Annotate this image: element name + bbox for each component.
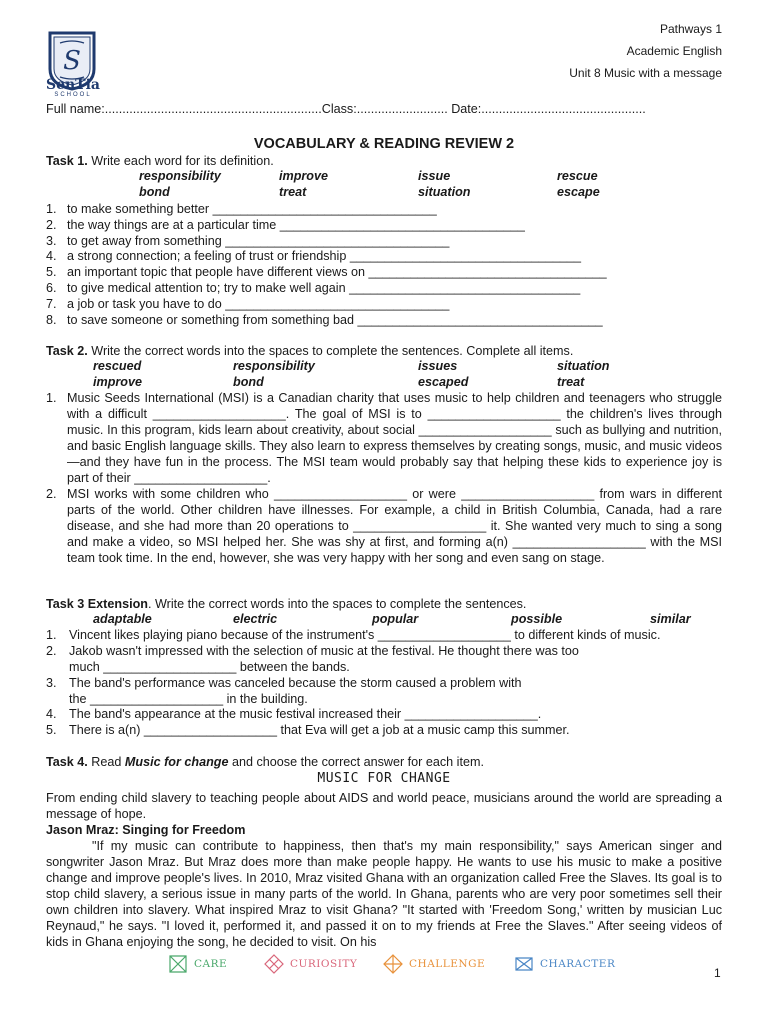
character-icon [512,952,536,976]
task1-item: 3. to get away from something ________________________________ [46,234,450,248]
task4-heading: Task 4. Read Music for change and choose the correct answer for each item. [46,755,484,769]
task1-item: 4. a strong connection; a feeling of trust or friendship _________________________________ [46,249,581,263]
footer-value-character: CHARACTER [512,951,615,977]
story-intro: From ending child slavery to teaching people about AIDS and world peace, musicians around the world are spreading a message of hope. [46,791,722,821]
task3-item: 4. The band's appearance at the music festival increased their ___________________. [46,707,542,721]
task1-item: 1. to make something better ________________________________ [46,202,437,216]
svg-text:S: S [63,46,81,76]
task1-instruction: Write each word for its definition. [87,154,274,168]
task4-label: Task 4. [46,755,88,769]
task3-item: 5. There is a(n) ___________________ that Eva will get a job at a music camp this summer. [46,723,570,737]
task2-list [46,390,722,566]
task1-word: escape [557,185,600,199]
task1-word: bond [139,185,170,199]
task3-item: 1. Vincent likes playing piano because of the instrument's ___________________ to different kinds of music. [46,628,661,642]
challenge-icon [381,952,405,976]
task2-label: Task 2. [46,344,88,358]
task1-item: 5. an important topic that people have different views on __________________________________ [46,265,607,279]
task2-word: bond [233,375,264,389]
task2-heading [46,343,722,359]
task1-word: situation [418,185,471,199]
school-name: SenTia [45,77,100,93]
task2-word: treat [557,375,585,389]
task3-word: electric [233,612,278,626]
task1-word: responsibility [139,169,221,183]
task2-item: 2. MSI works with some children who ___________________ or were ___________________ from wars in different parts of the world. Other children have illnesses. For example, a child in British Columbia, Canada, had a rare disease, and she had more than 20 operations to ___________________ it. She wanted very much to sing a song and make a video, so MSI helped her. She was shy at first, and forming a(n) ___________________ with the MSI team took time. In the end, however, she was very happy with her song and even sang on stage. [46,487,722,565]
task3-instruction: . Write the correct words into the spaces to complete the sentences. [147,597,527,611]
unit-name: Unit 8 Music with a message [569,66,722,80]
task1-item: 7. a job or task you have to do ________________________________ [46,297,450,311]
footer-value-care: CARE [166,951,227,977]
subject-name: Academic English [626,44,722,58]
page-number: 1 [714,966,721,980]
story-body: "If my music can contribute to happiness, then that's my main responsibility," says American singer and songwriter Jason Mraz. But Mraz does more than make people happy. He wants to use his music to make a positive change and improve people's lives. In 2010, Mraz visited Ghana with an organization called Free the Slaves. Its goal is to stop child slavery, a serious issue in many parts of the world. In Ghana, parents who are very poor sometimes sell their own children into slavery. What inspired Mraz to visit Ghana? "It started with 'Freedom Song,' written by musician Luc Reynaud," he says. "I loved it, performed it, and passed it on to my friends at Free the Slaves." After seeing videos of kids in Ghana enjoying the song, he decided to visit. On his [46,839,722,949]
task1-word: rescue [557,169,598,183]
student-info-line: Full name:..............................................................Class:.......................... Date:............................................... [46,102,646,116]
school-sub: SCHOOL [54,92,92,98]
task2-word: escaped [418,375,469,389]
footer-value-curiosity: CURIOSITY [262,951,357,977]
task3-item: 2. Jakob wasn't impressed with the selection of music at the festival. He thought there was too [46,644,579,658]
task1-item: 2. the way things are at a particular time ___________________________________ [46,218,525,232]
page-title: VOCABULARY & READING REVIEW 2 [253,136,515,152]
curiosity-icon [262,952,286,976]
task3-word: possible [511,612,563,626]
task3-heading [46,596,722,612]
task2-item: 1. Music Seeds International (MSI) is a Canadian charity that uses music to help children and teenagers who struggle with a difficult ___________________. The goal of MSI is to ___________________ the children's lives through music. In this program, kids learn about creativity, about social ___________________ such as bullying and nutrition, and basic English language skills. They also learn to express themselves by creating songs, music, and music videos—and they have fun in the process. The MSI team would probably say that helping these kids to experience joy is part of their ___________________. [46,391,722,485]
section-heading: Jason Mraz: Singing for Freedom [46,823,246,837]
task2-word: issues [418,359,458,373]
task1-item: 8. to save someone or something from something bad ___________________________________ [46,313,603,327]
footer-value-challenge: CHALLENGE [381,951,485,977]
task2-word: rescued [93,359,142,373]
story-title: MUSIC FOR CHANGE [317,771,451,786]
task2-instruction: Write the correct words into the spaces to complete the sentences. Complete all items. [87,344,574,358]
task3-label: Task 3 Extension [46,597,148,611]
task4-reference: Music for change [124,755,229,769]
task3-item-cont: much ___________________ between the bands. [69,660,350,674]
course-name: Pathways 1 [659,22,722,36]
task1-word: improve [279,169,328,183]
task1-label: Task 1. [46,154,88,168]
task1-word: treat [279,185,307,199]
task2-word: situation [557,359,610,373]
task3-item: 3. The band's performance was canceled because the storm caused a problem with [46,676,522,690]
care-icon [166,952,190,976]
task2-word: improve [93,375,142,389]
task2-word: responsibility [233,359,315,373]
task3-word: popular [372,612,419,626]
task3-word: similar [650,612,691,626]
task1-heading [46,153,722,169]
task3-word: adaptable [93,612,152,626]
task1-item: 6. to give medical attention to; try to make well again _________________________________ [46,281,581,295]
task3-item-cont: the ___________________ in the building. [69,692,308,706]
task1-word: issue [418,169,451,183]
